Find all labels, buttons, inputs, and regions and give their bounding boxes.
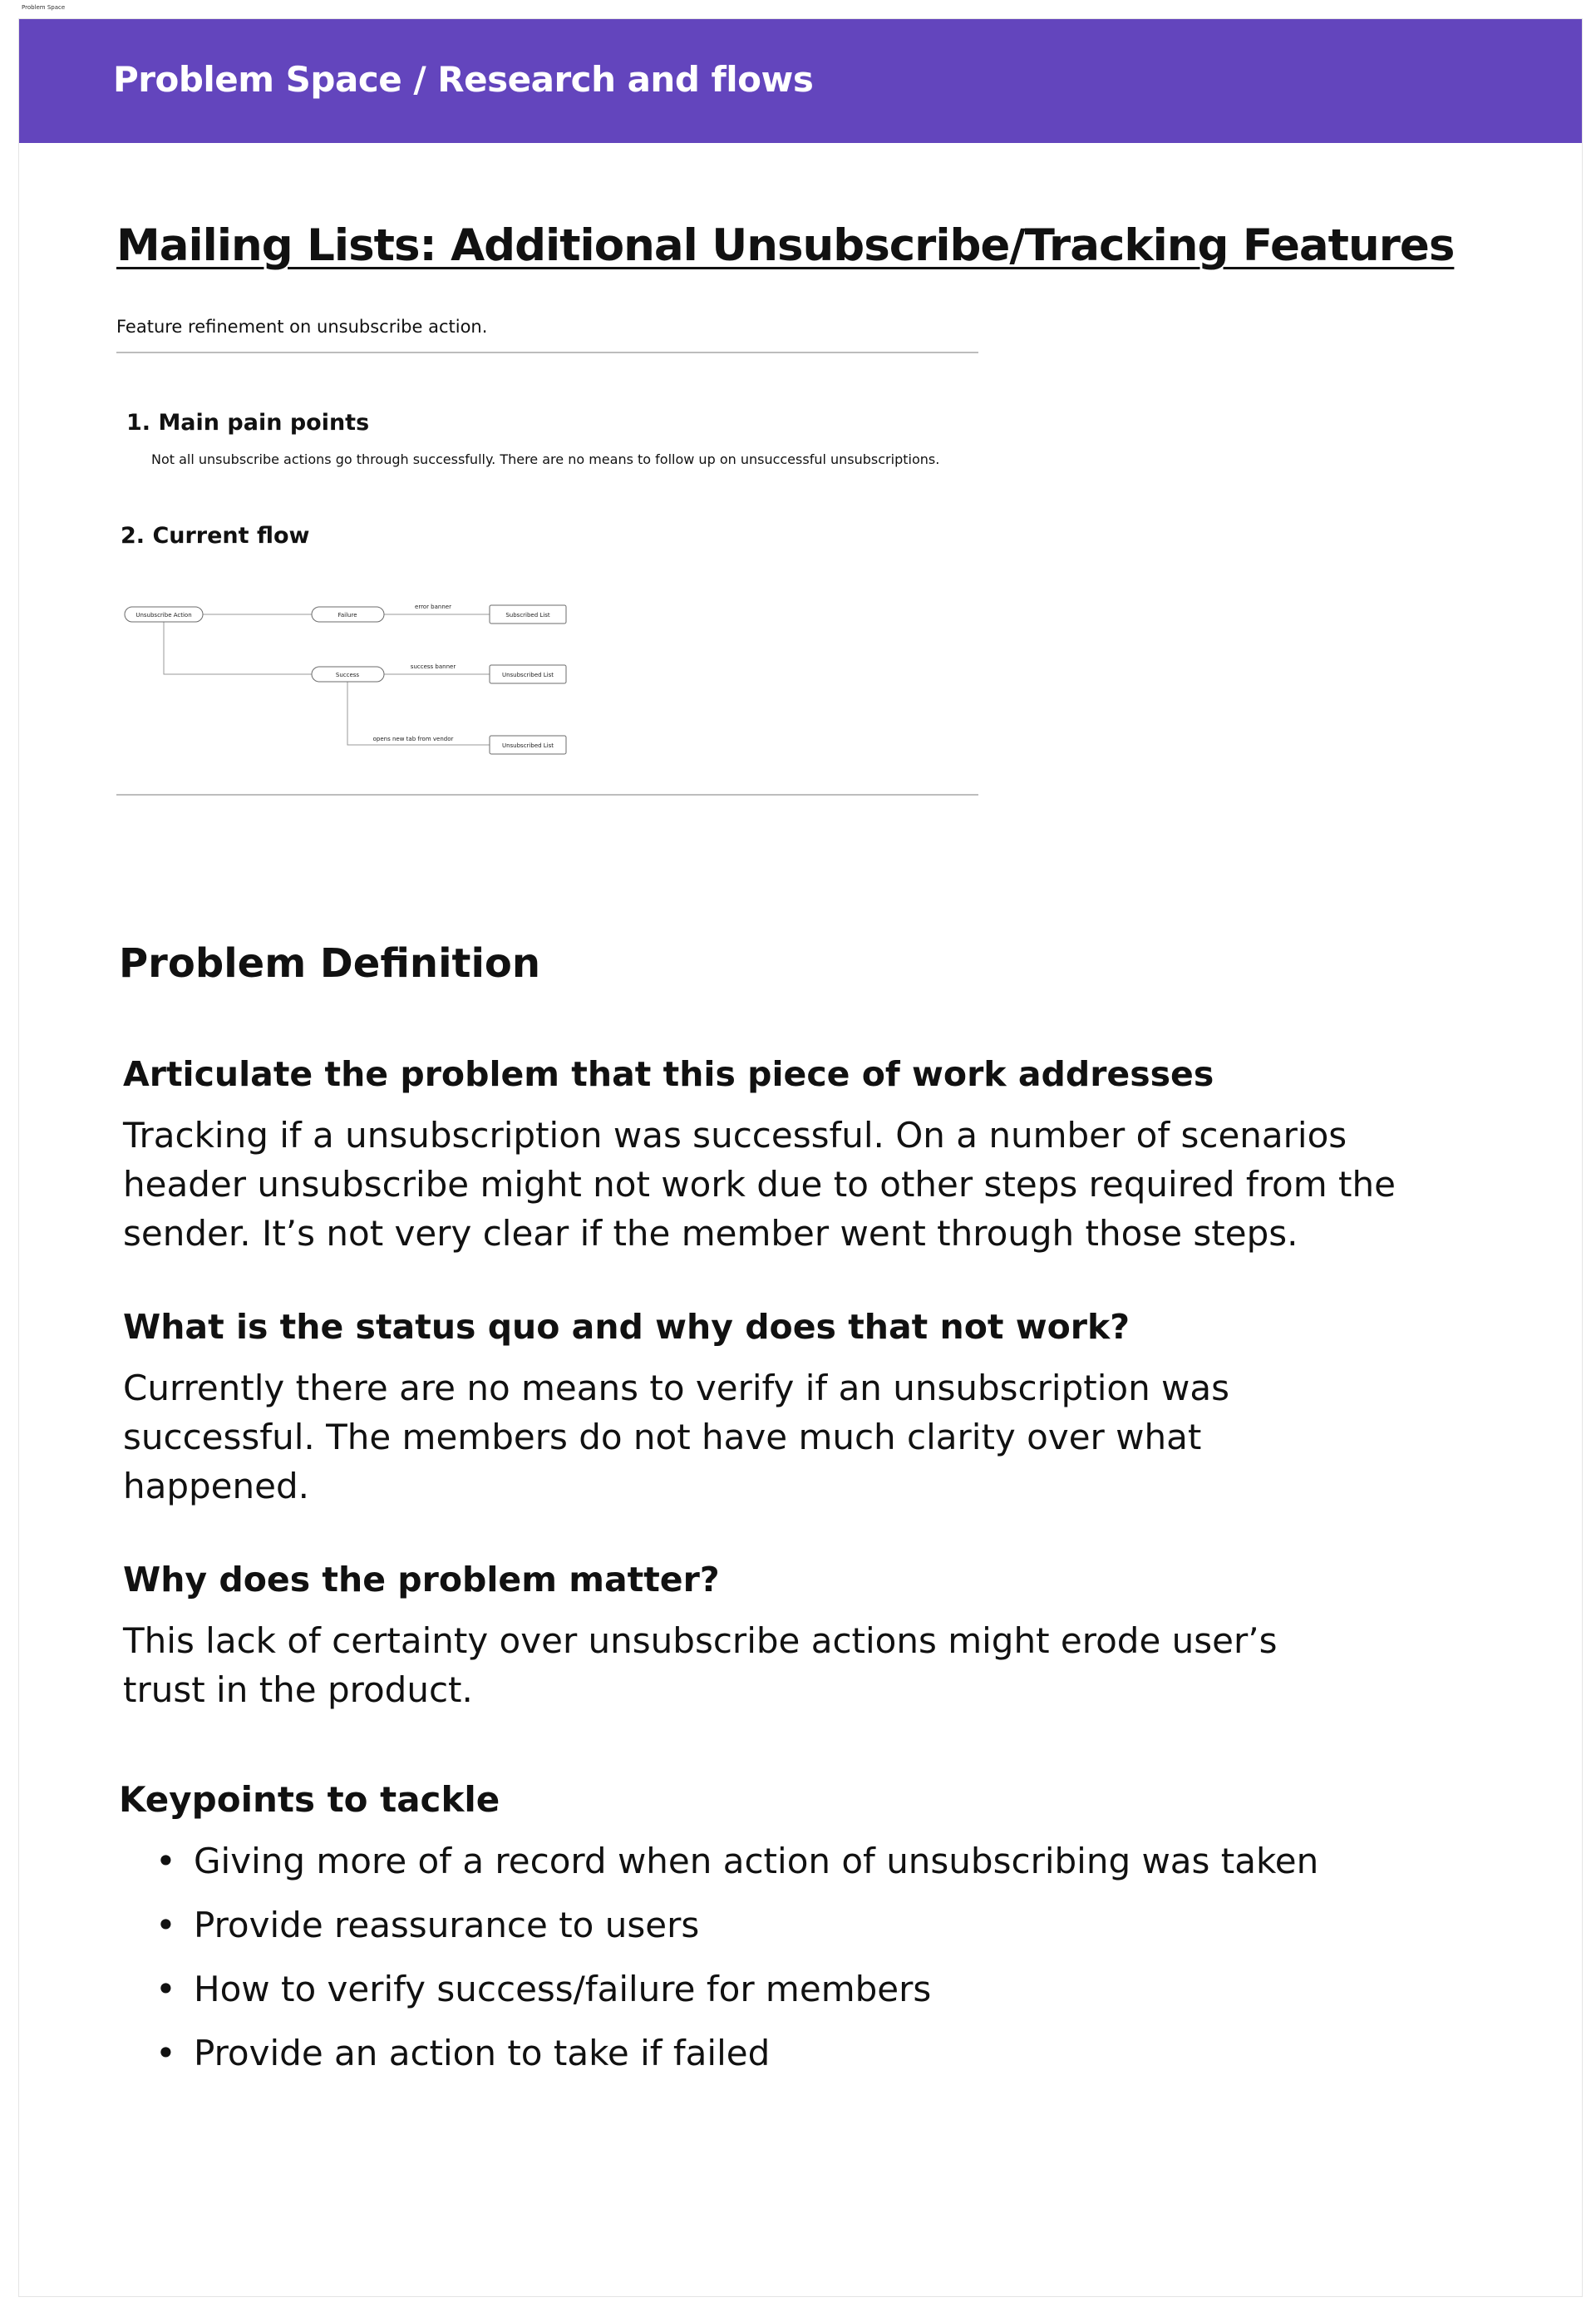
header-title: Problem Space / Research and flows <box>113 59 814 100</box>
node-subscribed-list: Subscribed List <box>505 612 550 619</box>
answer-body-1: Tracking if a unsubscription was successful. On a number of scenarios header unsubscribe might not work due to other steps required from the sender. It’s not very clear if the member went through those steps. <box>123 1115 1396 1254</box>
node-unsubscribed-list-1: Unsubscribed List <box>501 672 554 678</box>
edge-start-success <box>164 621 312 674</box>
edge-label-vendor-tab: opens new tab from vendor <box>372 736 454 742</box>
pain-points-body: Not all unsubscribe actions go through successfully. There are no means to follow up on unsuccessful unsubscriptions. <box>151 451 940 467</box>
frame-label: Problem Space <box>22 4 66 11</box>
edge-label-error-banner: error banner <box>415 604 451 610</box>
pain-points-heading: 1. Main pain points <box>126 410 370 436</box>
list-item: • Provide an action to take if failed <box>152 2033 1318 2097</box>
node-start: Unsubscribe Action <box>135 612 192 619</box>
question-heading-1: Articulate the problem that this piece of work addresses <box>123 1054 1214 1094</box>
node-success: Success <box>335 672 360 678</box>
edge-label-success-banner: success banner <box>410 663 456 670</box>
problem-definition-heading: Problem Definition <box>119 940 541 987</box>
top-divider <box>116 352 978 353</box>
answer-body-3: This lack of certainty over unsubscribe actions might erode user’s trust in the product. <box>123 1620 1278 1710</box>
list-item: • Provide reassurance to users <box>152 1905 1318 1969</box>
current-flow-diagram <box>116 584 615 784</box>
node-unsubscribed-list-2: Unsubscribed List <box>501 742 554 749</box>
answer-body-2: Currently there are no means to verify if an unsubscription was successful. The members do not have much clarity over what happened. <box>123 1368 1230 1506</box>
question-heading-3: Why does the problem matter? <box>123 1560 720 1600</box>
node-failure: Failure <box>337 612 357 619</box>
list-item: • How to verify success/failure for members <box>152 1969 1318 2033</box>
document-subtitle: Feature refinement on unsubscribe action. <box>116 317 488 337</box>
document-frame <box>18 18 1583 2297</box>
current-flow-heading: 2. Current flow <box>121 523 310 549</box>
bottom-divider <box>116 794 978 796</box>
question-heading-2: What is the status quo and why does that not work? <box>123 1307 1130 1347</box>
header-banner <box>19 19 1582 143</box>
keypoints-heading: Keypoints to tackle <box>119 1779 500 1820</box>
keypoints-list <box>152 1841 1318 2097</box>
list-item: • Giving more of a record when action of unsubscribing was taken <box>152 1841 1318 1905</box>
document-title: Mailing Lists: Additional Unsubscribe/Tracking Features <box>116 220 1455 271</box>
